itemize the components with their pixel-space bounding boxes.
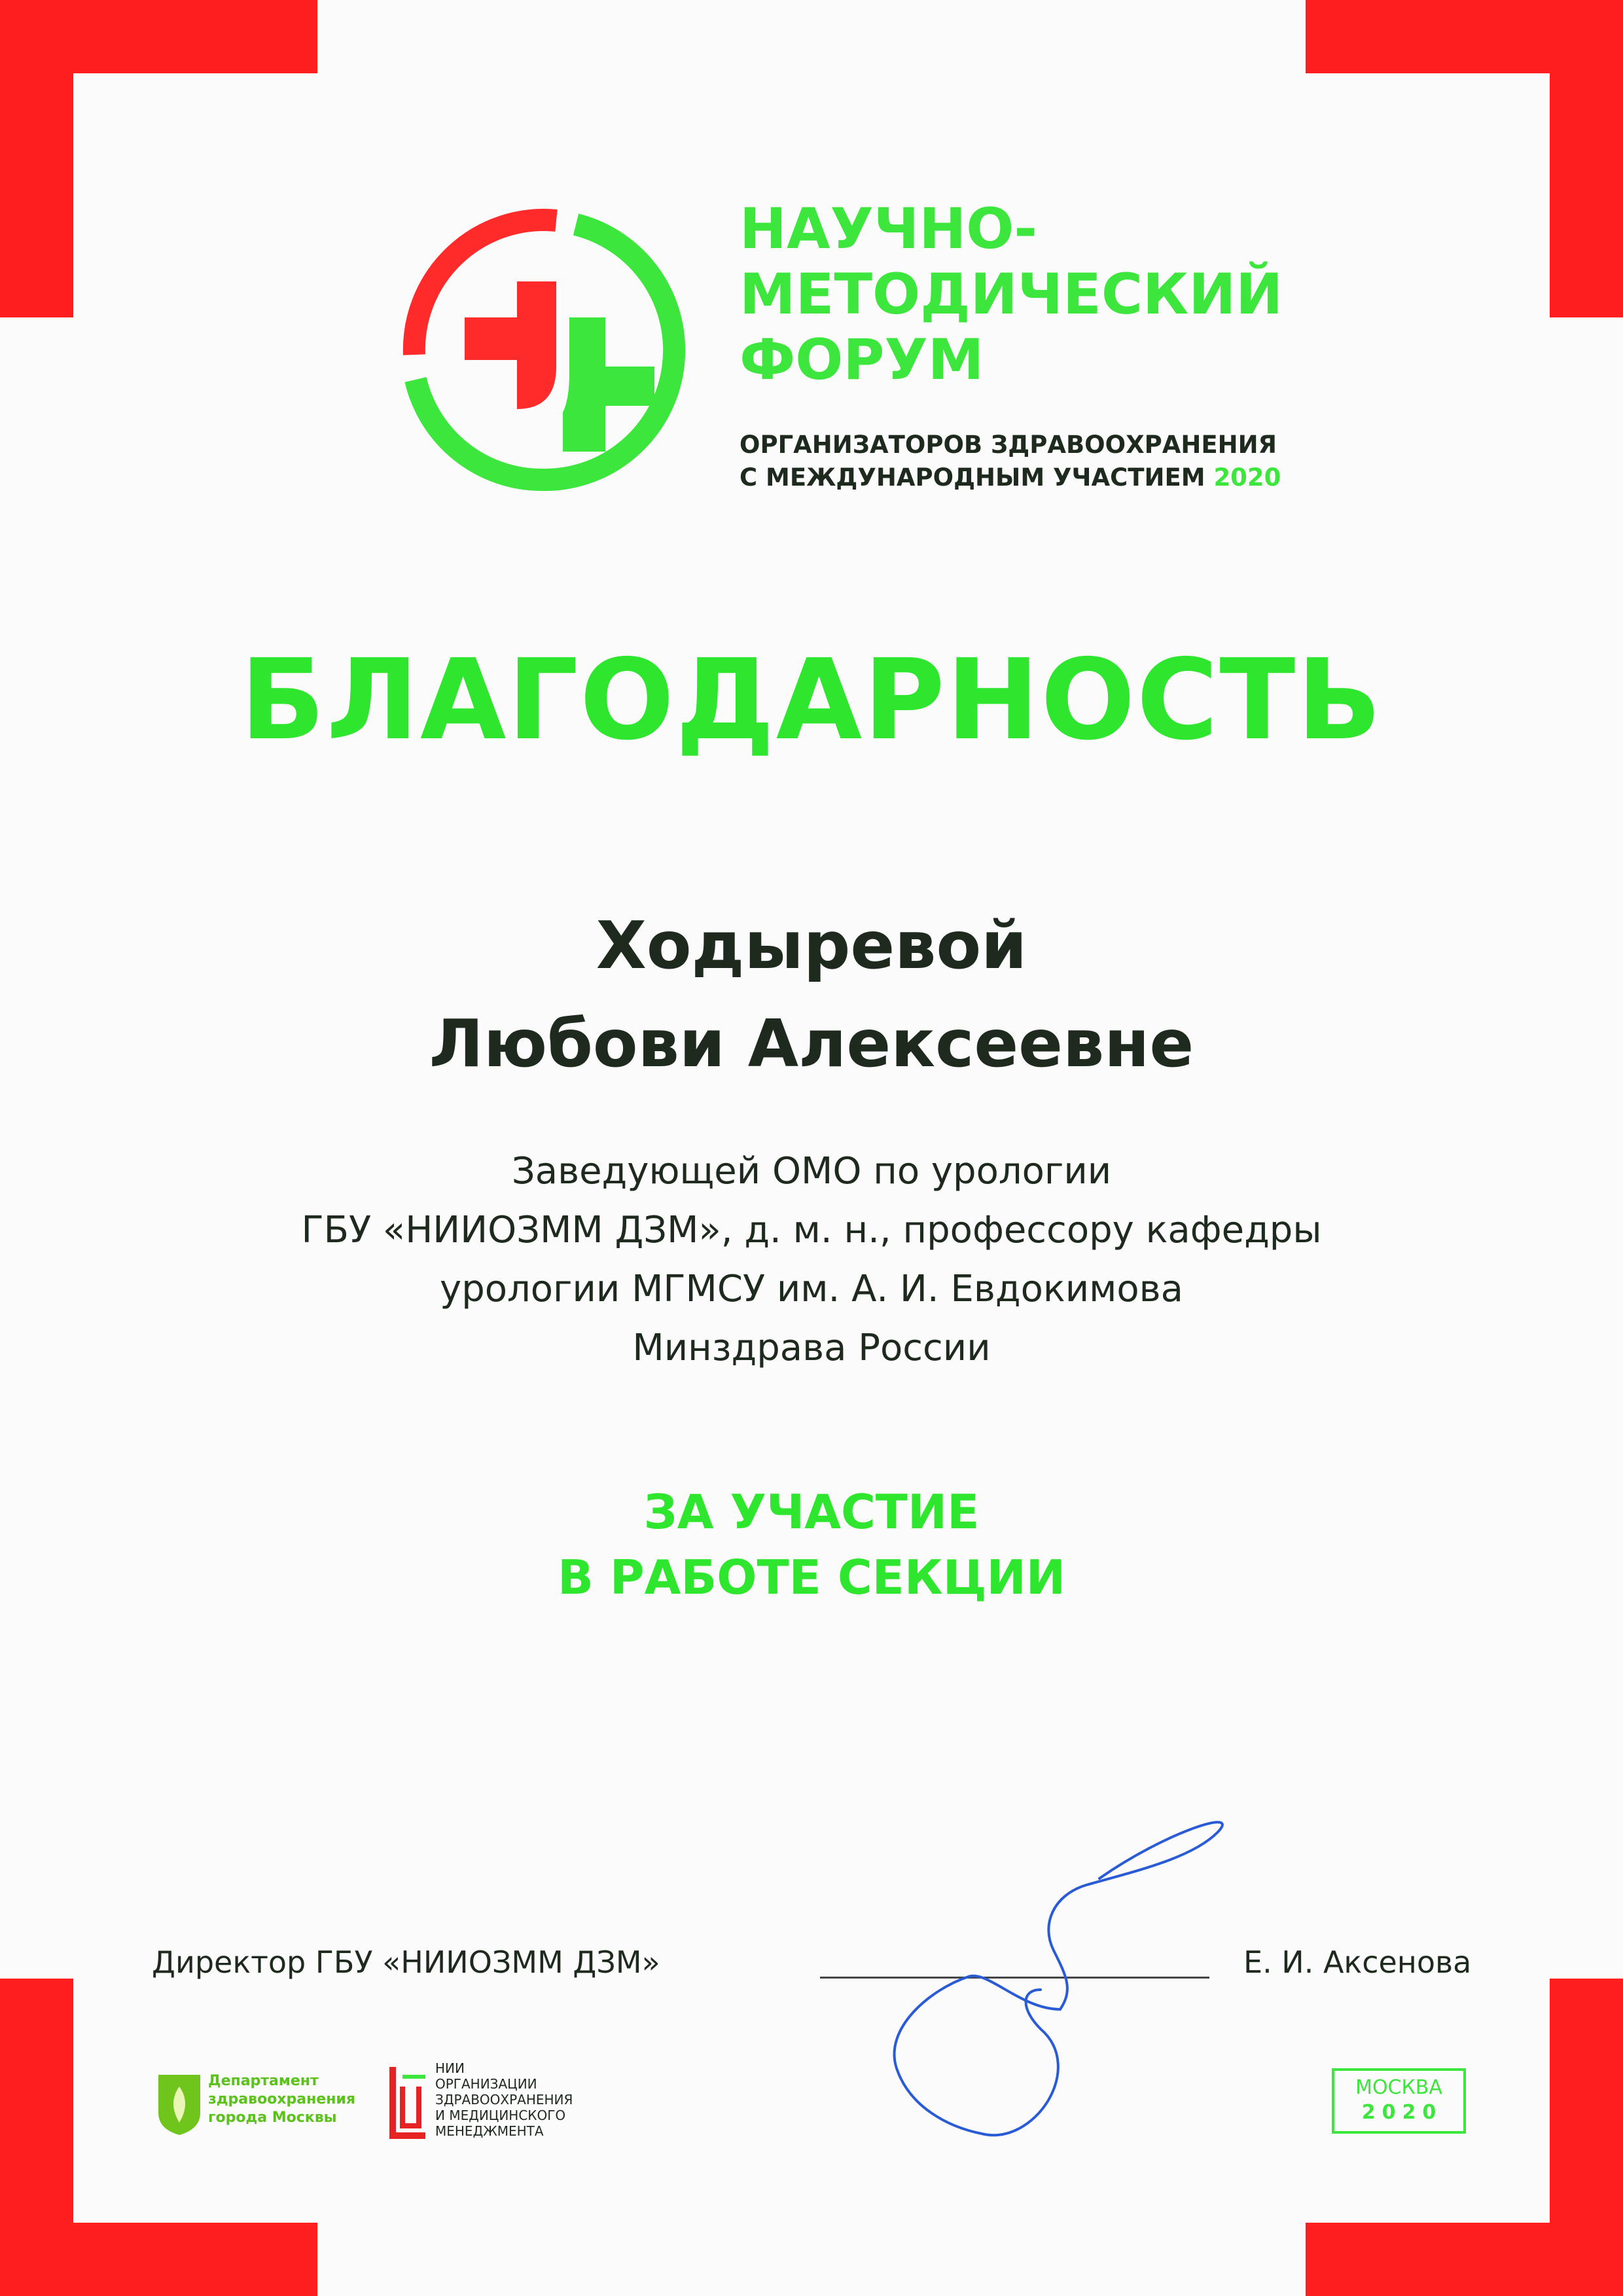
forum-subtitle [740,429,1459,494]
director-role: Директор ГБУ «НИИОЗММ ДЗМ» [152,1945,660,1980]
recipient-name [0,897,1623,1093]
forum-subtitle-line1: ОРГАНИЗАТОРОВ ЗДРАВООХРАНЕНИЯ [740,431,1277,459]
dept-text [208,2072,359,2127]
forum-title [740,196,1459,393]
moscow-year: 2020 [1361,2101,1443,2124]
nii-line: ОРГАНИЗАЦИИ [435,2076,537,2092]
nii-line: И МЕДИЦИНСКОГО [435,2108,566,2123]
nii-logo-icon [386,2060,432,2142]
dept-line: здравоохранения [208,2091,355,2108]
nii-text [435,2060,605,2139]
dept-line: города Москвы [208,2109,337,2126]
certificate-title: БЛАГОДАРНОСТЬ [240,636,1383,765]
moscow-city: МОСКВА [1355,2076,1442,2099]
recipient-position [0,1142,1623,1378]
forum-title-line: ФОРУМ [740,327,984,393]
reason-line: ЗА УЧАСТИЕ [643,1484,980,1539]
forum-title-line: НАУЧНО- [740,196,1038,262]
corner-bottom-right [1306,1979,1623,2296]
corner-top-left [0,0,317,317]
moscow-2020-badge [1332,2068,1466,2134]
position-line: Заведующей ОМО по урологии [511,1150,1112,1193]
recipient-given-names: Любови Алексеевне [429,1005,1194,1082]
position-line: урологии МГМСУ им. А. И. Евдокимова [440,1268,1183,1310]
forum-title-line: МЕТОДИЧЕСКИЙ [740,262,1283,327]
position-line: Минздрава России [632,1327,991,1369]
signer-name: Е. И. Аксенова [1243,1945,1472,1980]
nii-line: МЕНЕДЖМЕНТА [435,2123,544,2139]
recipient-surname: Ходыревой [596,907,1027,984]
dept-line: Департамент [208,2073,319,2089]
forum-subtitle-line2: С МЕЖДУНАРОДНЫМ УЧАСТИЕМ [740,463,1205,492]
medical-cross-circle-icon [396,203,690,497]
reason-line: В РАБОТЕ СЕКЦИИ [557,1550,1066,1605]
handwritten-signature [825,1793,1283,2186]
position-line: ГБУ «НИИОЗММ ДЗМ», д. м. н., профессору кафедры [301,1209,1322,1251]
nii-line: НИИ [435,2060,465,2076]
nii-line: ЗДРАВООХРАНЕНИЯ [435,2092,573,2108]
award-reason [0,1479,1623,1610]
forum-year: 2020 [1213,463,1281,492]
